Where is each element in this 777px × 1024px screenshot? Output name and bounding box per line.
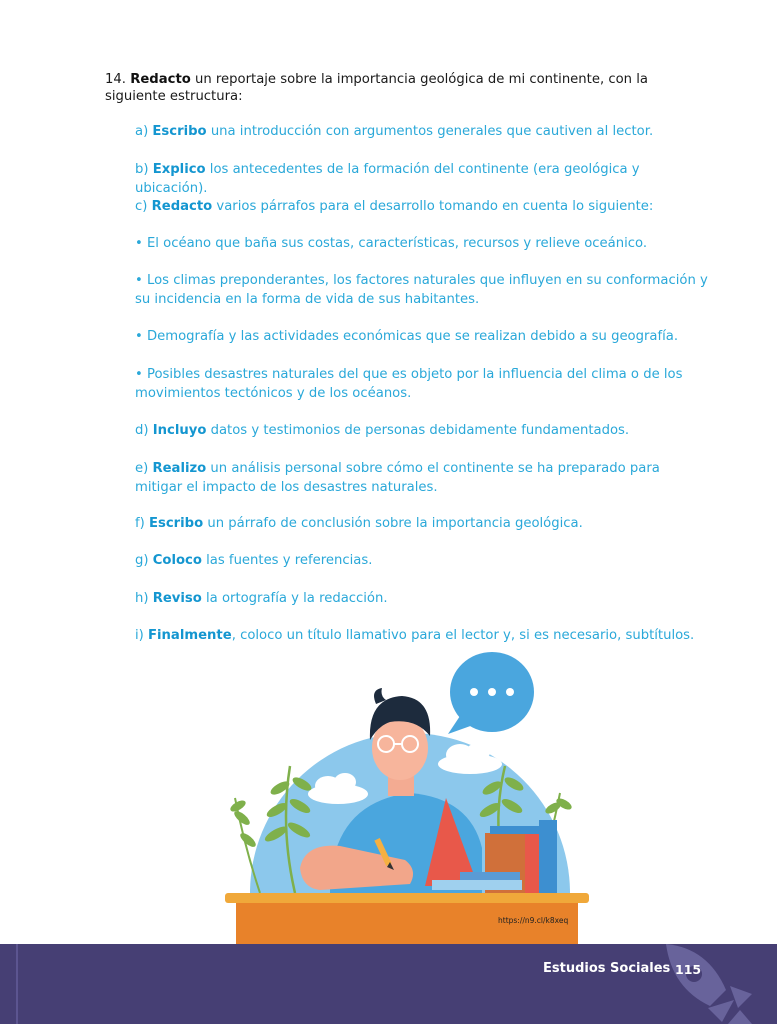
bullet-disasters: [135, 365, 710, 403]
item-text: • Posibles desastres naturales del que es objeto por la influencia del clima o de los movimientos tectónicos y de los océanos.: [135, 367, 683, 401]
item-text: • Los climas preponderantes, los factores naturales que influyen en su conformación y su incidencia en la forma de vida de sus habitantes.: [135, 273, 708, 307]
instruction-b: [135, 160, 710, 198]
item-verb: Finalmente: [148, 628, 232, 643]
instruction-a: [135, 122, 710, 141]
desk-front: [236, 903, 578, 948]
activity-prompt: [105, 71, 705, 105]
item-prefix: h): [135, 591, 153, 606]
instruction-e: [135, 459, 710, 497]
item-verb: Incluyo: [152, 423, 207, 438]
item-verb: Reviso: [152, 591, 202, 606]
student-writing-illustration: [220, 648, 600, 948]
item-text: la ortografía y la redacción.: [201, 591, 388, 606]
item-text: datos y testimonios de personas debidamente fundamentados.: [206, 423, 630, 438]
item-text: , coloco un título llamativo para el lector y, si es necesario, subtítulos.: [231, 628, 695, 643]
item-text: una introducción con argumentos generales que cautiven al lector.: [206, 124, 654, 139]
item-text: las fuentes y referencias.: [201, 553, 373, 568]
item-verb: Explico: [152, 162, 206, 177]
item-prefix: i): [135, 628, 149, 643]
desk-top: [225, 893, 589, 903]
item-verb: Coloco: [152, 553, 202, 568]
instruction-g: [135, 551, 710, 570]
item-prefix: c): [135, 199, 152, 214]
item-verb: Realizo: [152, 461, 207, 476]
image-source-url[interactable]: https://n9.cl/k8xeq: [498, 916, 569, 925]
item-prefix: e): [135, 461, 153, 476]
item-prefix: g): [135, 553, 153, 568]
instruction-h: [135, 589, 710, 608]
item-prefix: b): [135, 162, 153, 177]
item-text: • Demografía y las actividades económicas que se realizan debido a su geografía.: [135, 329, 679, 344]
item-text: • El océano que baña sus costas, características, recursos y relieve oceánico.: [135, 236, 648, 251]
item-text: un párrafo de conclusión sobre la importancia geológica.: [203, 516, 583, 531]
bullet-ocean: [135, 234, 710, 253]
activity-text: un reportaje sobre la importancia geológica de mi continente, con la siguiente estructura:: [105, 72, 648, 104]
instruction-d: [135, 421, 710, 440]
footer-divider: [16, 944, 18, 1024]
item-text: un análisis personal sobre cómo el continente se ha preparado para mitigar el impacto de los desastres naturales.: [135, 461, 660, 495]
footer-subject: Estudios Sociales: [543, 961, 671, 976]
item-text: varios párrafos para el desarrollo tomando en cuenta lo siguiente:: [212, 199, 654, 214]
activity-verb: Redacto: [130, 72, 191, 87]
item-text: los antecedentes de la formación del continente (era geológica y ubicación).: [135, 162, 640, 196]
item-verb: Escribo: [148, 516, 204, 531]
item-prefix: f): [135, 516, 149, 531]
bullet-climates: [135, 271, 710, 309]
instruction-c: [135, 197, 710, 216]
item-prefix: a): [135, 124, 153, 139]
instruction-f: [135, 514, 710, 533]
item-verb: Escribo: [152, 124, 207, 139]
activity-number: 14.: [105, 72, 126, 87]
bullet-demography: [135, 327, 710, 346]
item-prefix: d): [135, 423, 153, 438]
instruction-i: [135, 626, 710, 645]
rocket-icon: [648, 938, 758, 1024]
item-verb: Redacto: [151, 199, 213, 214]
page-number: 115: [675, 962, 702, 977]
speech-bubble-icon: [448, 652, 534, 734]
